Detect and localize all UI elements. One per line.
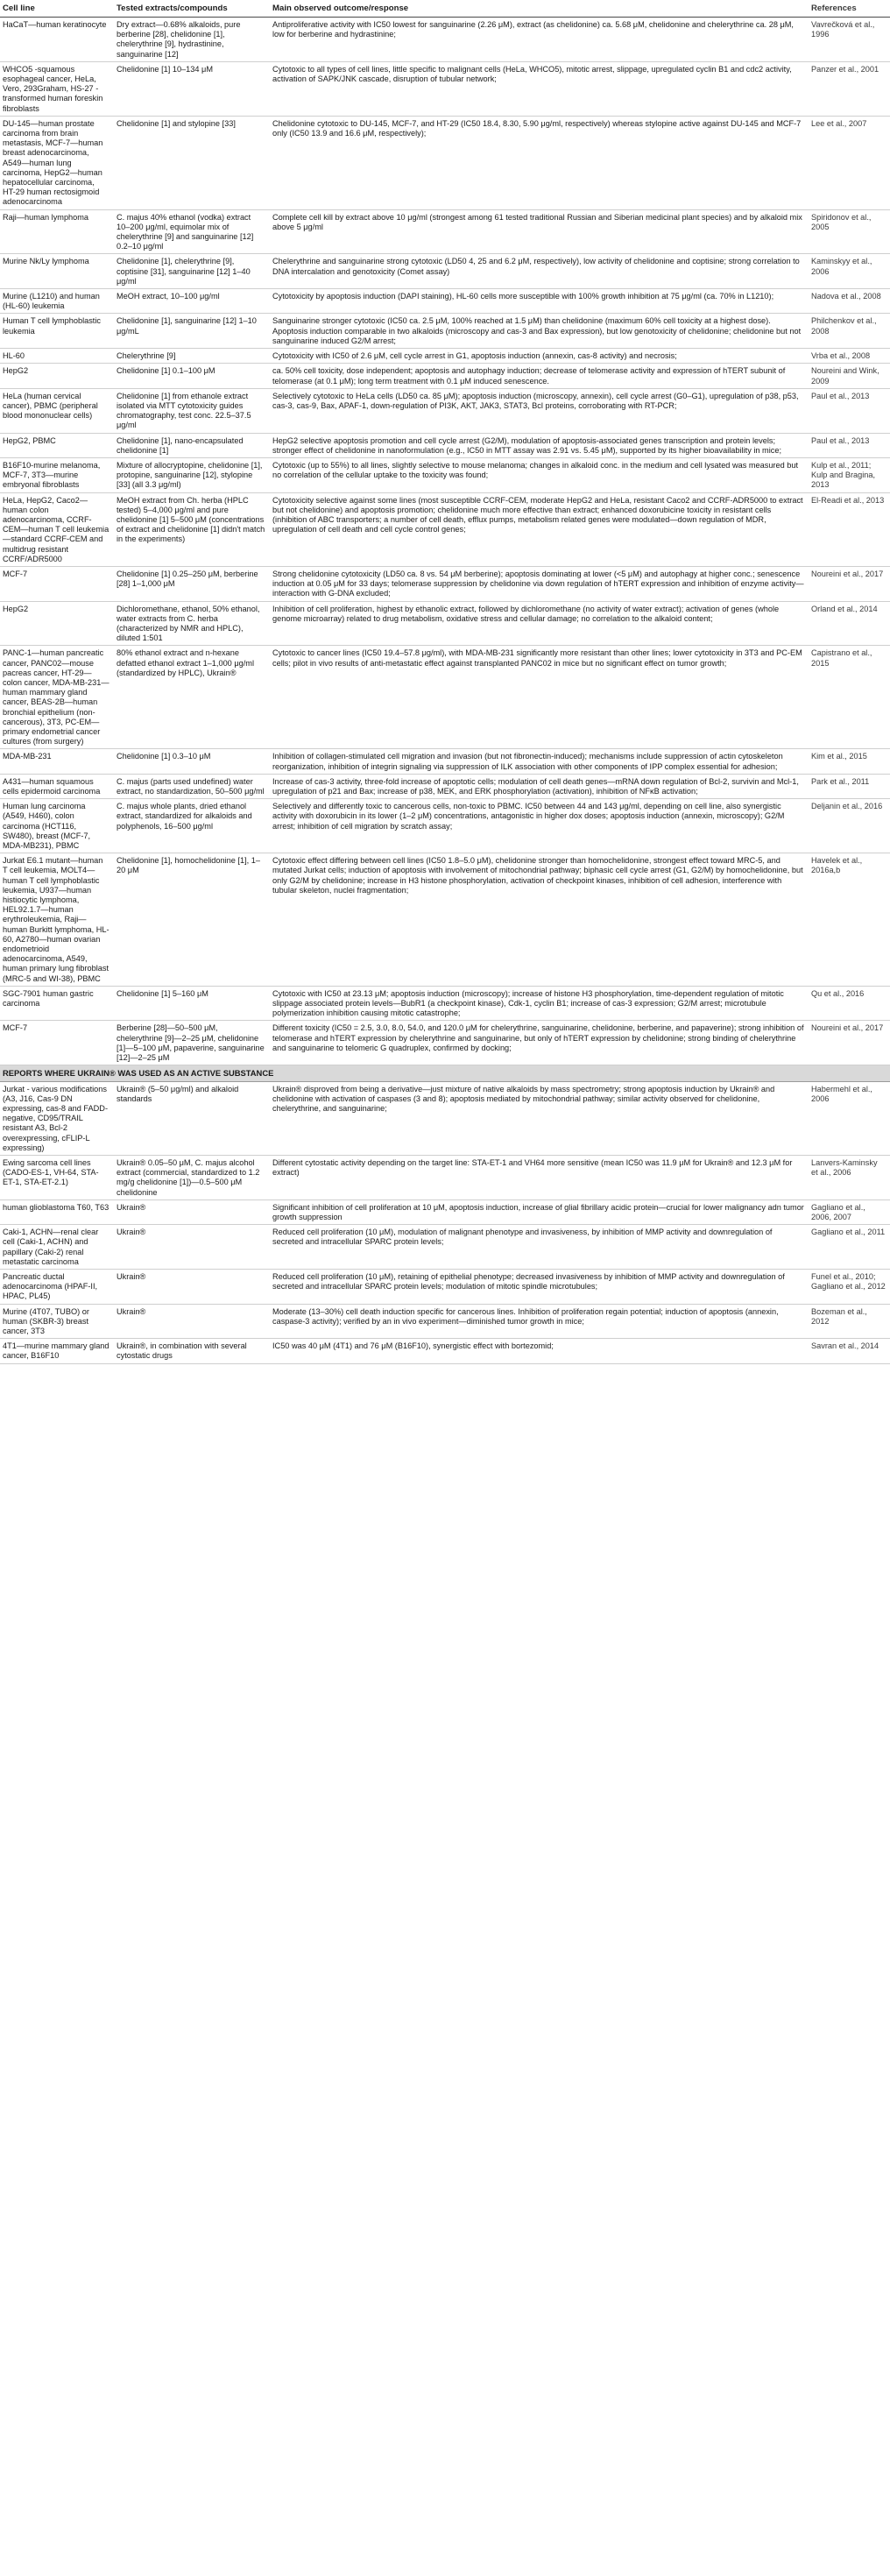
extract-cell: Chelidonine [1] from ethanole extract isolated via MTT cytotoxicity guides chromatography, test conc. 22.5–37.5 μg/ml [114,388,270,433]
header-references: References [809,0,890,18]
reference-cell: Orland et al., 2014 [809,601,890,646]
extract-cell: Chelidonine [1] 10–134 μM [114,61,270,116]
table-row [0,388,890,433]
reference-cell: Noureini and Wink, 2009 [809,364,890,388]
table-row [0,853,890,987]
outcome-cell: Chelidonine cytotoxic to DU-145, MCF-7, and HT-29 (IC50 18.4, 8.30, 5.90 μg/ml, respectively) whereas stylopine active against DU-145 and MCF-7 only (IC50 13.9 and 16.6 μM, respectively); [270,116,809,209]
extract-cell: Ukrain® [114,1269,270,1304]
outcome-cell: Cytotoxic effect differing between cell lines (IC50 1.8–5.0 μM), chelidonine stronger than homochelidonine, strongest effect toward MRC-5, and mutated Jurkat cells; induction of apoptosis with involvement of mitochondrial pathway; biphasic cell cycle arrest (G1, G2/M) by homochelidonine, but only G2/M by chelidonine; increase in H3 histone phosphorylation, activation of checkpoint kinases, inhibition of cell adhesion, interference with tubular skeleton, nuclei fragmentation; [270,853,809,987]
cell-line-cell: Human lung carcinoma (A549, H460), colon carcinoma (HCT116, SW480), breast (MCF-7, MDA-MB231), PBMC [0,799,114,853]
cell-line-cell: MCF-7 [0,1021,114,1065]
table-row [0,1225,890,1270]
cell-line-cell: HepG2 [0,601,114,646]
table-row [0,799,890,853]
cell-line-cell: Ewing sarcoma cell lines (CADO-ES-1, VH-64, STA-ET-1, STA-ET-2.1) [0,1155,114,1200]
extract-cell: Ukrain® [114,1225,270,1270]
table-row [0,209,890,254]
cell-line-cell: MCF-7 [0,566,114,601]
outcome-cell: Different cytostatic activity depending on the target line: STA-ET-1 and VH64 more sensitive (mean IC50 was 11.9 μM for Ukrain® and 12.3 μM for extract) [270,1155,809,1200]
section-title: REPORTS WHERE UKRAIN® WAS USED AS AN ACTIVE SUBSTANCE [0,1065,890,1081]
reference-cell: Paul et al., 2013 [809,433,890,457]
extract-cell: Chelidonine [1] 0.3–10 μM [114,749,270,774]
table-row [0,1081,890,1155]
reference-cell: Kaminskyy et al., 2006 [809,254,890,289]
outcome-cell: Chelerythrine and sanguinarine strong cytotoxic (LD50 4, 25 and 6.2 μM, respectively), low activity of chelidonine and coptisine; strong correlation to DNA intercalation and genotoxicity (Comet assay) [270,254,809,289]
cell-line-cell: HepG2, PBMC [0,433,114,457]
extract-cell: Chelidonine [1] 5–160 μM [114,986,270,1021]
table-row [0,1269,890,1304]
outcome-cell: Moderate (13–30%) cell death induction specific for cancerous lines. Inhibition of proliferation regain potential; induction of apoptosis (annexin, caspase-3 activity); verified by an in vivo experiment—diminished tumor growth in mice; [270,1304,809,1339]
extract-cell: Ukrain® 0.05–50 μM, C. majus alcohol extract (commercial, standardized to 1.2 mg/g chelidonine [1])—0.5–500 μM chelidonine [114,1155,270,1200]
reference-cell: Park et al., 2011 [809,774,890,798]
table-row [0,1155,890,1200]
table-row [0,364,890,388]
outcome-cell: Ukrain® disproved from being a derivative—just mixture of native alkaloids by mass spectrometry; strong apoptosis induction by Ukrain® and chelidonine with activation of caspases (3 and 8); apoptosis mediated by mitochondrial pathway; similar activity observed for chelidonine, chelerythrine, and sanguinarine; [270,1081,809,1155]
cell-line-cell: HepG2 [0,364,114,388]
table-body [0,18,890,1065]
reference-cell: Lee et al., 2007 [809,116,890,209]
reference-cell: Panzer et al., 2001 [809,61,890,116]
outcome-cell: Cytotoxic with IC50 at 23.13 μM; apoptosis induction (microscopy); increase of histone H3 phosphorylation, time-dependent regulation of mitotic slippage associated protein levels—BubR1 (a checkpoint kinase), Cdk-1, cyclin B1; increase of cas-3 expression; G2/M arrest; microtubule polymerization inhibition causing mitotic catastrophe; [270,986,809,1021]
cell-line-cell: A431—human squamous cells epidermoid carcinoma [0,774,114,798]
reference-cell: Capistrano et al., 2015 [809,646,890,749]
cell-line-cell: MDA-MB-231 [0,749,114,774]
outcome-cell: Cytotoxicity with IC50 of 2.6 μM, cell cycle arrest in G1, apoptosis induction (annexin, cas-8 activity) and necrosis; [270,349,809,364]
reference-cell: Havelek et al., 2016a,b [809,853,890,987]
extract-cell: Berberine [28]—50–500 μM, chelerythrine [9]—2–25 μM, chelidonine [1]—5–100 μM, papaverine, sanguinarine [12]—2–25 μM [114,1021,270,1065]
cell-line-cell: 4T1—murine mammary gland cancer, B16F10 [0,1339,114,1363]
table-row [0,1339,890,1363]
reference-cell: Vrba et al., 2008 [809,349,890,364]
outcome-cell: Increase of cas-3 activity, three-fold increase of apoptotic cells; modulation of cell death genes—mRNA down regulation of Bcl-2, survivin and Mcl-1, upregulation of p21 and Bax; increase of p38, MEK, and ERK phosphorylation (activation), inhibition of NFκB activation; [270,774,809,798]
reference-cell: Gagliano et al., 2011 [809,1225,890,1270]
extract-cell: Ukrain® [114,1304,270,1339]
outcome-cell: Reduced cell proliferation (10 μM), modulation of malignant phenotype and invasiveness, by inhibition of MMP activity and downregulation of secreted and intracellular SPARC protein levels; [270,1225,809,1270]
section-row [0,1065,890,1081]
table-row [0,566,890,601]
outcome-cell: Antiproliferative activity with IC50 lowest for sanguinarine (2.26 μM), extract (as chelidonine) ca. 5.68 μM, chelidonine and chelerythrine ca. 28 μM, low for berberine and hydrastinine; [270,18,809,62]
cell-line-cell: Murine (L1210) and human (HL-60) leukemia [0,289,114,314]
extract-cell: Chelerythrine [9] [114,349,270,364]
extract-cell: MeOH extract from Ch. herba (HPLC tested) 5–4,000 μg/ml and pure chelidonine [1] 5–500 μM (concentrations of extract and chelidonine [1] didn't match in the experiments) [114,492,270,566]
reference-cell: Savran et al., 2014 [809,1339,890,1363]
reference-cell: Kim et al., 2015 [809,749,890,774]
ukrain-table-body [0,1081,890,1363]
extract-cell: Chelidonine [1], homochelidonine [1], 1–20 μM [114,853,270,987]
table-row [0,433,890,457]
outcome-cell: Cytotoxicity by apoptosis induction (DAPI staining), HL-60 cells more susceptible with 100% growth inhibition at 75 μg/ml (ca. 70% in L1210); [270,289,809,314]
extract-cell: 80% ethanol extract and n-hexane defatted ethanol extract 1–1,000 μg/ml (standardized by HPLC), Ukrain® [114,646,270,749]
table-row [0,254,890,289]
outcome-cell: Cytotoxicity selective against some lines (most susceptible CCRF-CEM, moderate HepG2 and HeLa, resistant Caco2 and CCRF-ADR5000 to extract but not chelidonine) and apoptosis promotion; chelidonine much more effective than extract; enhanced doxorubicine toxicity in resistant cells (inhibition of ABC transporters; a number of cell death, efflux pumps, metabolism related genes were modulated—down regulation of MDR, upregulation of cell death and cell cycle control genes; [270,492,809,566]
extract-cell: MeOH extract, 10–100 μg/ml [114,289,270,314]
extract-cell: Ukrain®, in combination with several cytostatic drugs [114,1339,270,1363]
cell-line-cell: Jurkat - various modifications (A3, J16, Cas-9 DN expressing, cas-8 and FADD-negative, CD95/TRAIL resistant A3, Bcl-2 overexpressing, cFLIP-L expressing) [0,1081,114,1155]
table-row [0,457,890,492]
table-row [0,986,890,1021]
header-extracts: Tested extracts/compounds [114,0,270,18]
cell-line-cell: DU-145—human prostate carcinoma from brain metastasis, MCF-7—human breast adenocarcinoma, A549—human lung carcinoma, HepG2—human hepatocellular carcinoma, HT-29 human rectosigmoid adenocarcinoma [0,116,114,209]
extract-cell: Dichloromethane, ethanol, 50% ethanol, water extracts from C. herba (characterized by NMR and HPLC), diluted 1:501 [114,601,270,646]
reference-cell: Spiridonov et al., 2005 [809,209,890,254]
extract-cell: C. majus whole plants, dried ethanol extract, standardized for alkaloids and polyphenols, 16–500 μg/ml [114,799,270,853]
cell-line-cell: Caki-1, ACHN—renal clear cell (Caki-1, ACHN) and papillary (Caki-2) renal metastatic carcinoma [0,1225,114,1270]
outcome-cell: Reduced cell proliferation (10 μM), retaining of epithelial phenotype; decreased invasiveness by inhibition of MMP activity and downregulation of secreted and intracellular SPARC protein levels; modulation of mitotic spindle microtubules; [270,1269,809,1304]
reference-cell: Vavrečková et al., 1996 [809,18,890,62]
reference-cell: Noureini et al., 2017 [809,566,890,601]
header-cell-line: Cell line [0,0,114,18]
cell-line-cell: HaCaT—human keratinocyte [0,18,114,62]
cell-line-cell: Raji—human lymphoma [0,209,114,254]
outcome-cell: Sanguinarine stronger cytotoxic (IC50 ca. 2.5 μM, 100% reached at 1.5 μM) than chelidonine (maximum 60% cell toxicity at a highest dose). Apoptosis induction comparable in two alkaloids (microscopy and cas-3 and Bax expression), but low genotoxicity of chelidonine; chelidonine but not sanguinarine induced G2/M arrest; [270,314,809,349]
reference-cell: Habermehl et al., 2006 [809,1081,890,1155]
table-row [0,349,890,364]
table-row [0,749,890,774]
extract-cell: Chelidonine [1] and stylopine [33] [114,116,270,209]
outcome-cell: IC50 was 40 μM (4T1) and 76 μM (B16F10), synergistic effect with bortezomid; [270,1339,809,1363]
outcome-cell: Cytotoxic to cancer lines (IC50 19.4–57.8 μg/ml), with MDA-MB-231 significantly more resistant than other lines; lower cytotoxicity in 3T3 and PC-EM cells; pilot in vivo results of anti-metastatic effect against transplanted PANC02 in mice but no significant effect on tumor growth; [270,646,809,749]
cell-line-cell: SGC-7901 human gastric carcinoma [0,986,114,1021]
extract-cell: Chelidonine [1], nano-encapsulated chelidonine [1] [114,433,270,457]
cell-line-cell: HeLa, HepG2, Caco2—human colon adenocarcinoma, CCRF-CEM—human T cell leukemia—standard CCRF-CEM and multidrug resistant CCRF/ADR5000 [0,492,114,566]
outcome-cell: Complete cell kill by extract above 10 μg/ml (strongest among 61 tested traditional Russian and Siberian medicinal plant species) and by alkaloid mix above 5 μg/ml [270,209,809,254]
outcome-cell: Inhibition of cell proliferation, highest by ethanolic extract, followed by dichloromethane (no activity of water extract); activation of genes (whole genome microarray) related to drug metabolism, oxidative stress and cellular damage; no correlation to the alkaloid content; [270,601,809,646]
cell-line-cell: Jurkat E6.1 mutant—human T cell leukemia, MOLT4—human T cell lymphoblastic leukemia, U937—human histiocytic lymphoma, HEL92.1.7—human erythroleukemia, Raji—human Burkitt lymphoma, HL-60, A2780—human ovarian endometrioid adenocarcinoma, A549, human primary lung fibroblast (MRC-5 and WI-38), PBMC [0,853,114,987]
outcome-cell: Strong chelidonine cytotoxicity (LD50 ca. 8 vs. 54 μM berberine); apoptosis dominating at lower (<5 μM) and autophagy at higher conc.; senescence induction at 0.05 μM for 33 days; telomerase suppression by chelidonine via down regulation of hTERT expression and inhibition of enzyme activity—interaction with G-DNA excluded; [270,566,809,601]
extract-cell: Chelidonine [1] 0.25–250 μM, berberine [28] 1–1,000 μM [114,566,270,601]
table-row [0,492,890,566]
table-row [0,1021,890,1065]
reference-cell: Lanvers-Kaminsky et al., 2006 [809,1155,890,1200]
table-row [0,116,890,209]
cell-line-cell: Pancreatic ductal adenocarcinoma (HPAF-II, HPAC, PL45) [0,1269,114,1304]
reference-cell: Paul et al., 2013 [809,388,890,433]
cell-line-cell: Human T cell lymphoblastic leukemia [0,314,114,349]
header-outcome: Main observed outcome/response [270,0,809,18]
outcome-cell: ca. 50% cell toxicity, dose independent; apoptosis and autophagy induction; decrease of telomerase activity and expression of hTERT subunit of telomerase (at 0.1 μM); long term treatment with 0.1 μM induced senescence. [270,364,809,388]
reference-cell: Kulp et al., 2011; Kulp and Bragina, 2013 [809,457,890,492]
reference-cell: Bozeman et al., 2012 [809,1304,890,1339]
reference-cell: Deljanin et al., 2016 [809,799,890,853]
table-row [0,646,890,749]
table-row [0,61,890,116]
reference-cell: Funel et al., 2010; Gagliano et al., 2012 [809,1269,890,1304]
cell-line-cell: WHCO5 -squamous esophageal cancer, HeLa, Vero, 293Graham, HS-27 -transformed human foreskin fibroblasts [0,61,114,116]
reference-cell: Philchenkov et al., 2008 [809,314,890,349]
cell-line-cell: Murine Nk/Ly lymphoma [0,254,114,289]
table-row [0,289,890,314]
extract-cell: Chelidonine [1] 0.1–100 μM [114,364,270,388]
cell-line-cell: human glioblastoma T60, T63 [0,1200,114,1224]
reference-cell: Qu et al., 2016 [809,986,890,1021]
extract-cell: Ukrain® (5–50 μg/ml) and alkaloid standards [114,1081,270,1155]
outcome-cell: Cytotoxic to all types of cell lines, little specific to malignant cells (HeLa, WHCO5), mitotic arrest, slippage, upregulated cyclin B1 and cdc2 activity, activation of SAPK/JNK cascade, disruption of tubular network; [270,61,809,116]
extract-cell: Ukrain® [114,1200,270,1224]
extract-cell: C. majus (parts used undefined) water extract, no standardization, 50–500 μg/ml [114,774,270,798]
section-body [0,1065,890,1081]
table-row [0,1200,890,1224]
outcome-cell: Selectively cytotoxic to HeLa cells (LD50 ca. 85 μM); apoptosis induction (microscopy, annexin), cell cycle arrest (G0–G1), upregulation of p38, p53, cas-3, cas-9, Bax, APAF-1, down-regulation of PI3K, AKT, JAK3, STAT3, Bcl proteins, corroborating with RT-PCR; [270,388,809,433]
table-row [0,18,890,62]
table-row [0,601,890,646]
extract-cell: Dry extract—0.68% alkaloids, pure berberine [28], chelidonine [1], chelerythrine [9], hydrastinine, sanguinarine [12] [114,18,270,62]
cell-line-cell: PANC-1—human pancreatic cancer, PANC02—mouse pacreas cancer, HT-29—colon cancer, MDA-MB-231—human mammary gland cancer, BEAS-2B—human bronchial epithelium (non-cancerous), 3T3, PC-EM—primary endometrial cancer cultures (from surgery) [0,646,114,749]
outcome-cell: Significant inhibition of cell proliferation at 10 μM, apoptosis induction, increase of glial fibrillary acidic protein—crucial for lower malignancy adn tumor growth suppression [270,1200,809,1224]
reference-cell: Gagliano et al., 2006, 2007 [809,1200,890,1224]
extract-cell: Mixture of allocryptopine, chelidonine [1], protopine, sanguinarine [12], stylopine [33] (all 3.3 μg/ml) [114,457,270,492]
cell-line-cell: HL-60 [0,349,114,364]
reference-cell: Noureini et al., 2017 [809,1021,890,1065]
outcome-cell: Cytotoxic (up to 55%) to all lines, slightly selective to mouse melanoma; changes in alkaloid conc. in the medium and cell lysated was measured but no correlation of the cellular uptake to the toxicity was found; [270,457,809,492]
table-row [0,1304,890,1339]
cell-line-cell: HeLa (human cervical cancer), PBMC (peripheral blood mononuclear cells) [0,388,114,433]
outcome-cell: HepG2 selective apoptosis promotion and cell cycle arrest (G2/M), modulation of apoptosis-associated genes transcription and protein levels; stronger effect of chelidonine in nanoformulation (e.g., IC50 in MTT assay was 2.91 vs. 5.45 μM), supported by its higher bioavailability in mice; [270,433,809,457]
outcome-cell: Inhibition of collagen-stimulated cell migration and invasion (but not fibronectin-induced); mechanisms include suppression of actin cytoskeleton reorganization, inhibition of integrin signaling via suppression of ILK association with other components of IPP complex essential for adhesion; [270,749,809,774]
reference-cell: Nadova et al., 2008 [809,289,890,314]
outcome-cell: Selectively and differently toxic to cancerous cells, non-toxic to PBMC. IC50 between 44 and 143 μg/ml, depending on cell line, also synergistic activity with doxorubicin in its lower (1–2 μM) concentrations, antagonistic in higher dox doses; apoptosis induction (annexin, microscopy); G2/M arrest; inhibition of cell migration by scratch assay; [270,799,809,853]
table-row [0,774,890,798]
table-row [0,314,890,349]
reference-cell: El-Readi et al., 2013 [809,492,890,566]
table-header-row [0,0,890,18]
cell-line-cell: B16F10-murine melanoma, MCF-7, 3T3—murine embryonal fibroblasts [0,457,114,492]
extract-cell: C. majus 40% ethanol (vodka) extract 10–200 μg/ml, equimolar mix of chelerythrine [9] and sanguinarine [12] 0.2–10 μg/ml [114,209,270,254]
extract-cell: Chelidonine [1], chelerythrine [9], coptisine [31], sanguinarine [12] 1–40 μg/ml [114,254,270,289]
outcome-cell: Different toxicity (IC50 = 2.5, 3.0, 8.0, 54.0, and 120.0 μM for chelerythrine, sanguinarine, chelidonine, berberine, and papaverine); strong inhibition of telomerase and hTERT expression by chelerythrine and sanguinarine, but only of hTERT expression by chelidonine; strong binding of chelerythrine and sanguinarine to telomeric G quadruplex, confirmed by docking; [270,1021,809,1065]
extract-cell: Chelidonine [1], sanguinarine [12] 1–10 μg/mL [114,314,270,349]
cell-line-cell: Murine (4T07, TUBO) or human (SKBR-3) breast cancer, 3T3 [0,1304,114,1339]
